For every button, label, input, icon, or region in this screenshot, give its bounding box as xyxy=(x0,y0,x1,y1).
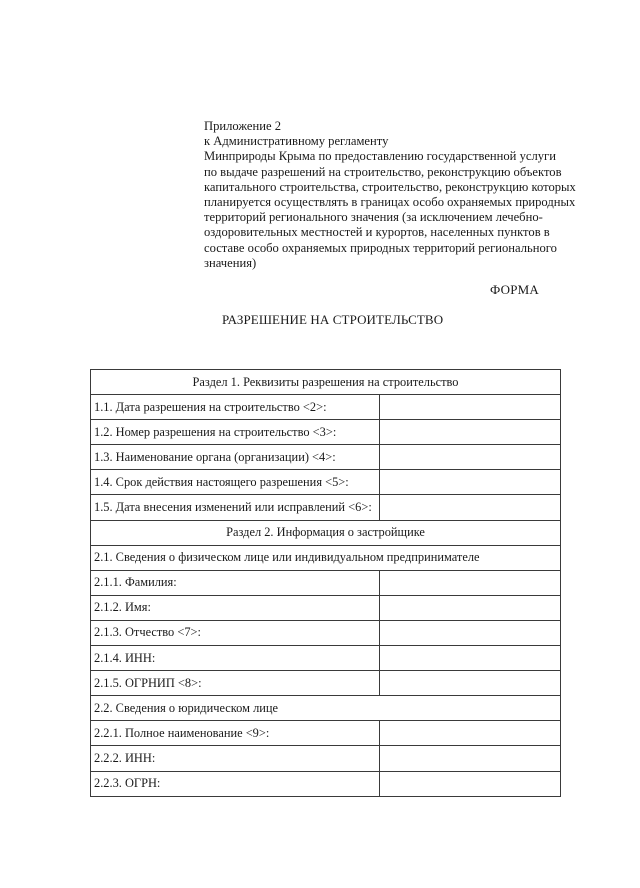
row-label: 2.2.3. ОГРН: xyxy=(91,771,380,796)
table-row xyxy=(91,595,561,620)
table-row xyxy=(91,495,561,520)
row-label: 1.1. Дата разрешения на строительство <2>: xyxy=(91,395,380,420)
row-label: 2.1.5. ОГРНИП <8>: xyxy=(91,671,380,696)
table-row xyxy=(91,470,561,495)
row-value-cell xyxy=(380,445,561,470)
row-label: 2.1.3. Отчество <7>: xyxy=(91,620,380,645)
table-row xyxy=(91,646,561,671)
row-label: 1.3. Наименование органа (организации) <4>: xyxy=(91,445,380,470)
table-row xyxy=(91,746,561,771)
row-label: 2.1.1. Фамилия: xyxy=(91,570,380,595)
row-label: 2.2.2. ИНН: xyxy=(91,746,380,771)
appendix-line: территорий регионального значения (за исключением лечебно- xyxy=(204,210,543,225)
row-label: 1.4. Срок действия настоящего разрешения <5>: xyxy=(91,470,380,495)
row-value-cell xyxy=(380,721,561,746)
row-value-cell xyxy=(380,570,561,595)
row-value-cell xyxy=(380,620,561,645)
table-row xyxy=(91,721,561,746)
section-2-title: Раздел 2. Информация о застройщике xyxy=(91,520,561,545)
table-row xyxy=(91,570,561,595)
permit-form-table xyxy=(90,369,561,797)
table-row xyxy=(91,420,561,445)
appendix-line: Минприроды Крыма по предоставлению государственной услуги xyxy=(204,149,556,164)
row-value-cell xyxy=(380,420,561,445)
row-value-cell xyxy=(380,470,561,495)
appendix-line: к Административному регламенту xyxy=(204,134,389,149)
row-value-cell xyxy=(380,671,561,696)
appendix-header xyxy=(204,119,584,271)
row-value-cell xyxy=(380,595,561,620)
row-value-cell xyxy=(380,771,561,796)
appendix-line: значения) xyxy=(204,255,257,270)
row-label: 1.5. Дата внесения изменений или исправлений <6>: xyxy=(91,495,380,520)
row-value-cell xyxy=(380,646,561,671)
section-1-title: Раздел 1. Реквизиты разрешения на строительство xyxy=(91,370,561,395)
table-row xyxy=(91,620,561,645)
appendix-line: оздоровительных местностей и курортов, населенных пунктов в xyxy=(204,225,550,240)
appendix-line: планируется осуществлять в границах особо охраняемых природных xyxy=(204,195,576,210)
row-value-cell xyxy=(380,746,561,771)
section-header-row xyxy=(91,520,561,545)
individual-heading: 2.1. Сведения о физическом лице или индивидуальном предпринимателе xyxy=(91,545,561,570)
table-row xyxy=(91,771,561,796)
appendix-line: по выдаче разрешений на строительство, реконструкцию объектов xyxy=(204,164,562,179)
row-label: 2.1.4. ИНН: xyxy=(91,646,380,671)
row-value-cell xyxy=(380,395,561,420)
row-label: 2.2.1. Полное наименование <9>: xyxy=(91,721,380,746)
subsection-row xyxy=(91,545,561,570)
table-row xyxy=(91,445,561,470)
table-row xyxy=(91,395,561,420)
appendix-line: Приложение 2 xyxy=(204,119,282,133)
section-header-row xyxy=(91,370,561,395)
subsection-row xyxy=(91,696,561,721)
appendix-line: составе особо охраняемых природных территорий регионального xyxy=(204,240,557,255)
row-label: 1.2. Номер разрешения на строительство <3>: xyxy=(91,420,380,445)
form-label: ФОРМА xyxy=(490,282,539,297)
legal-entity-heading: 2.2. Сведения о юридическом лице xyxy=(91,696,561,721)
document-title: РАЗРЕШЕНИЕ НА СТРОИТЕЛЬСТВО xyxy=(222,312,444,327)
row-value-cell xyxy=(380,495,561,520)
table-row xyxy=(91,671,561,696)
appendix-line: капитального строительства, строительство, реконструкцию которых xyxy=(204,179,576,194)
row-label: 2.1.2. Имя: xyxy=(91,595,380,620)
